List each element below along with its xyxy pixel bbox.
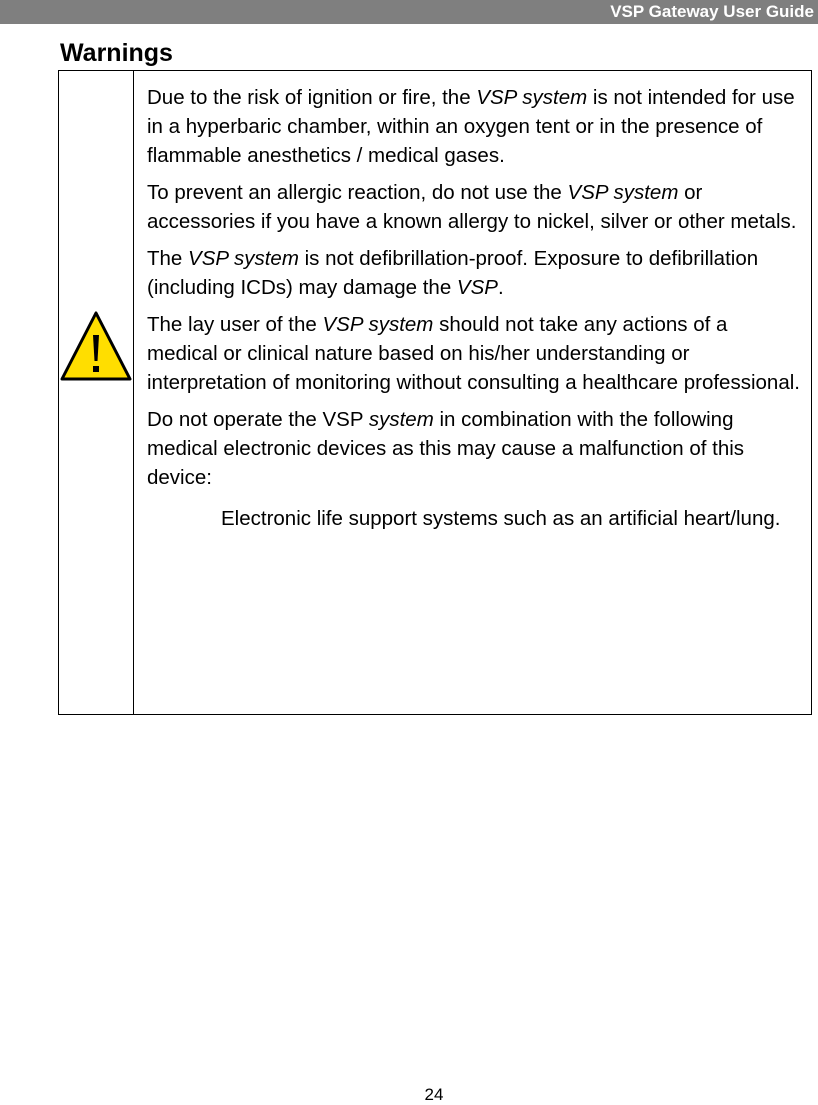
warning-paragraph-allergy: To prevent an allergic reaction, do not use the VSP system or accessories if you have a known allergy to nickel, silver or other metals.	[147, 181, 797, 233]
warning-triangle-icon	[60, 311, 132, 383]
warning-paragraph-electronic-devices: Do not operate the VSP system in combination with the following medical electronic devices as this may cause a malfunction of this device:	[147, 408, 745, 489]
warning-paragraph-lay-user: The lay user of the VSP system should not take any actions of a medical or clinical nature based on his/her understanding or interpretation of monitoring without consulting a healthcare professional.	[147, 313, 800, 394]
warning-paragraph-defibrillation: The VSP system is not defibrillation-proof. Exposure to defibrillation (including ICDs) may damage the VSP.	[147, 247, 759, 299]
header-title: VSP Gateway User Guide	[610, 2, 814, 21]
warning-text-cell	[134, 71, 811, 714]
section-heading: Warnings	[60, 39, 173, 67]
indented-device-item: Electronic life support systems such as an artificial heart/lung.	[221, 507, 781, 530]
page-header	[0, 0, 818, 24]
warning-paragraph-ignition: Due to the risk of ignition or fire, the VSP system is not intended for use in a hyperbaric chamber, within an oxygen tent or in the presence of flammable anesthetics / medical gases.	[147, 86, 795, 167]
icon-cell	[59, 71, 134, 714]
page-number: 24	[424, 1085, 444, 1104]
warnings-table	[58, 70, 812, 715]
